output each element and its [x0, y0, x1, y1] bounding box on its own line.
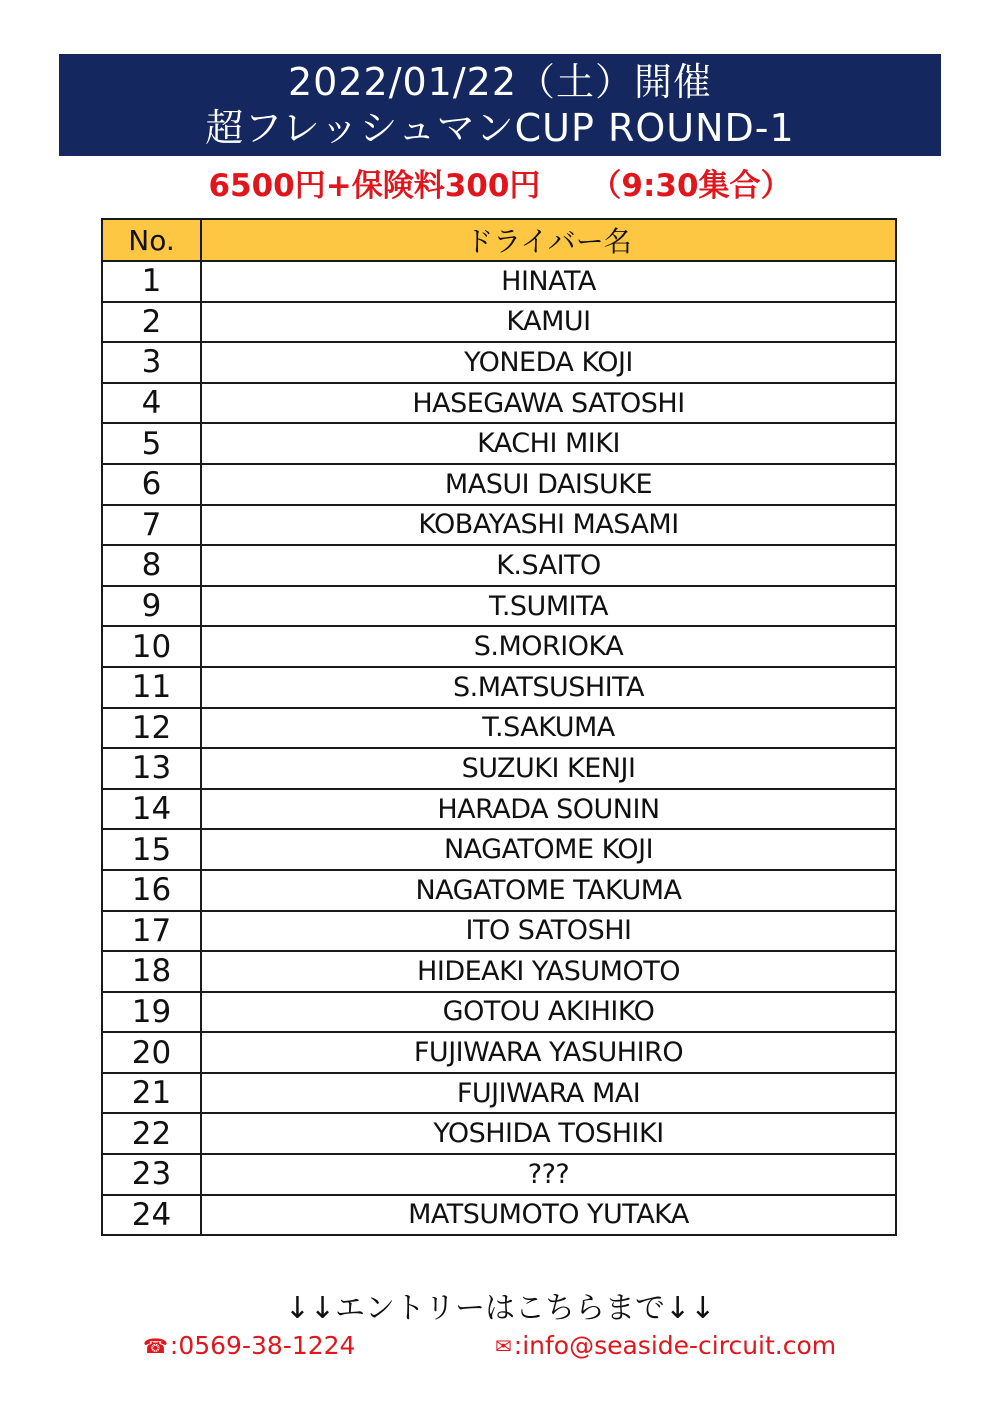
- driver-name: YONEDA KOJI: [201, 342, 896, 383]
- table-row: [102, 1195, 896, 1236]
- table-row: [102, 1032, 896, 1073]
- driver-name: ???: [201, 1154, 896, 1195]
- table-row: [102, 667, 896, 708]
- table-row: [102, 911, 896, 952]
- driver-name: NAGATOME KOJI: [201, 829, 896, 870]
- entry-number: 3: [102, 342, 201, 383]
- driver-name: SUZUKI KENJI: [201, 748, 896, 789]
- entry-number: 21: [102, 1073, 201, 1114]
- entry-number: 16: [102, 870, 201, 911]
- entry-number: 14: [102, 789, 201, 830]
- meeting-time: （9:30集合）: [590, 168, 792, 204]
- driver-name: K.SAITO: [201, 545, 896, 586]
- entry-table: [101, 218, 897, 1236]
- table-row: [102, 789, 896, 830]
- email-contact[interactable]: [495, 1328, 836, 1364]
- entry-number: 13: [102, 748, 201, 789]
- entry-number: 22: [102, 1113, 201, 1154]
- price-info: [0, 164, 1000, 208]
- table-row: [102, 302, 896, 343]
- entry-number: 24: [102, 1195, 201, 1236]
- entry-fee: 6500円+保険料300円: [208, 168, 541, 204]
- title-banner: [59, 54, 941, 156]
- entry-number: 7: [102, 505, 201, 546]
- phone-contact[interactable]: [143, 1328, 355, 1364]
- driver-name: HIDEAKI YASUMOTO: [201, 951, 896, 992]
- driver-name: MATSUMOTO YUTAKA: [201, 1195, 896, 1236]
- column-header-no: No.: [102, 219, 201, 261]
- table-row: [102, 383, 896, 424]
- table-row: [102, 423, 896, 464]
- entry-number: 2: [102, 302, 201, 343]
- table-row: [102, 342, 896, 383]
- event-name-title: 超フレッシュマンCUP ROUND-1: [205, 106, 795, 150]
- column-header-driver: ドライバー名: [201, 219, 896, 261]
- driver-name: S.MORIOKA: [201, 626, 896, 667]
- table-row: [102, 870, 896, 911]
- entry-number: 11: [102, 667, 201, 708]
- driver-name: FUJIWARA YASUHIRO: [201, 1032, 896, 1073]
- entry-number: 18: [102, 951, 201, 992]
- entry-number: 4: [102, 383, 201, 424]
- driver-name: FUJIWARA MAI: [201, 1073, 896, 1114]
- entry-number: 6: [102, 464, 201, 505]
- table-row: [102, 261, 896, 302]
- entry-number: 15: [102, 829, 201, 870]
- entry-note: ↓↓エントリーはこちらまで↓↓: [284, 1291, 716, 1326]
- entry-number: 1: [102, 261, 201, 302]
- table-row: [102, 586, 896, 627]
- entry-number: 5: [102, 423, 201, 464]
- table-row: [102, 829, 896, 870]
- driver-name: ITO SATOSHI: [201, 911, 896, 952]
- driver-name: NAGATOME TAKUMA: [201, 870, 896, 911]
- table-row: [102, 1073, 896, 1114]
- entry-number: 10: [102, 626, 201, 667]
- entry-number: 19: [102, 992, 201, 1033]
- driver-name: YOSHIDA TOSHIKI: [201, 1113, 896, 1154]
- table-row: [102, 1154, 896, 1195]
- table-row: [102, 748, 896, 789]
- driver-name: T.SAKUMA: [201, 708, 896, 749]
- entry-number: 9: [102, 586, 201, 627]
- driver-name: KACHI MIKI: [201, 423, 896, 464]
- driver-name: HASEGAWA SATOSHI: [201, 383, 896, 424]
- table-row: [102, 545, 896, 586]
- table-row: [102, 708, 896, 749]
- table-row: [102, 951, 896, 992]
- entry-number: 8: [102, 545, 201, 586]
- driver-name: MASUI DAISUKE: [201, 464, 896, 505]
- entry-number: 20: [102, 1032, 201, 1073]
- driver-name: KOBAYASHI MASAMI: [201, 505, 896, 546]
- table-row: [102, 505, 896, 546]
- event-date-title: 2022/01/22（土）開催: [287, 60, 713, 104]
- table-row: [102, 992, 896, 1033]
- table-header-row: [102, 219, 896, 261]
- phone-number: :0569-38-1224: [169, 1331, 356, 1360]
- entry-rows: [102, 261, 896, 1235]
- driver-name: T.SUMITA: [201, 586, 896, 627]
- driver-name: GOTOU AKIHIKO: [201, 992, 896, 1033]
- driver-name: HARADA SOUNIN: [201, 789, 896, 830]
- driver-name: HINATA: [201, 261, 896, 302]
- table-row: [102, 626, 896, 667]
- entry-number: 17: [102, 911, 201, 952]
- driver-name: KAMUI: [201, 302, 896, 343]
- email-address: :info@seaside-circuit.com: [513, 1331, 837, 1360]
- entry-number: 12: [102, 708, 201, 749]
- entry-number: 23: [102, 1154, 201, 1195]
- mail-icon: ✉: [495, 1334, 512, 1358]
- table-row: [102, 464, 896, 505]
- contact-info: [0, 1328, 1000, 1364]
- table-row: [102, 1113, 896, 1154]
- phone-icon: ☎: [143, 1334, 168, 1358]
- driver-name: S.MATSUSHITA: [201, 667, 896, 708]
